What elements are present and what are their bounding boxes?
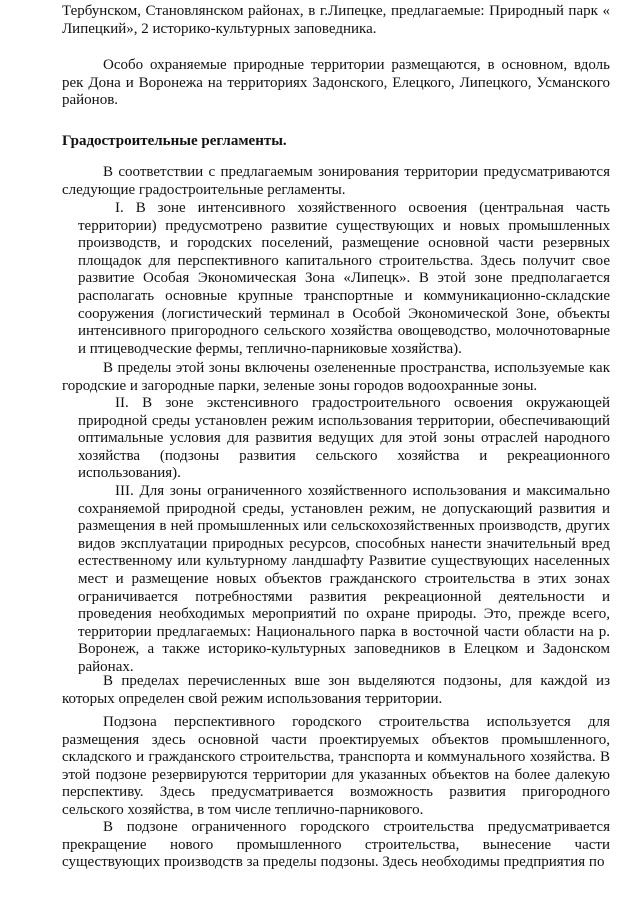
section-heading: Градостроительные регламенты. <box>62 133 287 149</box>
paragraph-subzones: В пределах перечисленных вше зон выделяются подзоны, для каждой из которых определен свой режим использования территории. <box>62 673 610 707</box>
paragraph-green-spaces: В пределы этой зоны включены озелененные пространства, используемые как городские и загородные парки, зеленые зоны городов водоохранные зоны. <box>62 360 610 394</box>
list-item-zone-1: I. В зоне интенсивного хозяйственного освоения (центральная часть территории) предусмотрено развитие существующих и новых промышленных производств, и городских поселений, размещение основной части резервных площадок для перспективного капитального строительства. Здесь получит свое развитие Особая Экономическая Зона «Липецк». В этой зоне предполагается располагать основные крупные транспортные и коммуникационно-складские сооружения (логистический терминал в Особой Экономической Зоне, объекты интенсивного пригородного сельского хозяйства овощеводство, молочнотоварные и птицеводческие фермы, теплично-парниковые хозяйства). <box>78 200 610 357</box>
paragraph-intro-continued: Тербунском, Становлянском районах, в г.Липецке, предлагаемые: Природный парк « Липецкий», 2 историко-культурных заповедника. <box>62 3 610 37</box>
paragraph-regulations-intro: В соответствии с предлагаемым зонирования территории предусматриваются следующие градостроительные регламенты. <box>62 164 610 198</box>
paragraph-urban-construction-subzone: Подзона перспективного городского строительства используется для размещения здесь основной части проектируемых объектов промышленного, складского и гражданского строительства, транспорта и коммунального хозяйства. В этой подзоне резервируются территории для указанных объектов на более далекую перспективу. Здесь предусматривается возможность развития пригородного сельского хозяйства, в том числе теплично-парникового. <box>62 714 610 818</box>
paragraph-protected-territories: Особо охраняемые природные территории размещаются, в основном, вдоль рек Дона и Воронежа на территориях Задонского, Елецкого, Липецкого, Усманского районов. <box>62 57 610 109</box>
paragraph-limited-construction-subzone: В подзоне ограниченного городского строительства предусматривается прекращение нового промышленного строительства, вынесение части существующих производств за пределы подзоны. Здесь необходимы предприятия по <box>62 819 610 871</box>
list-item-zone-3: III. Для зоны ограниченного хозяйственного использования и максимально сохраняемой природной среды, установлен режим, не допускающий развития и размещения в ней промышленных или сельскохозяйственных производств, других видов эксплуатации природных ресурсов, способных нанести значительный вред естественному или культурному ландшафту Развитие существующих населенных мест и размещение новых объектов гражданского строительства в этих зонах ограничивается потребностями развития рекреационной деятельности и проведения необходимых мероприятий по охране природы. Это, прежде всего, территории предлагаемых: Национального парка в восточной части области на р. Воронеж, а также историко-культурных заповедников в Елецком и Задонском районах. <box>78 483 610 675</box>
list-item-zone-2: II. В зоне экстенсивного градостроительного освоения окружающей природной среды установлен режим использования территории, обеспечивающий оптимальные условия для развития ведущих для этой зоны отраслей народного хозяйства (подзоны развития сельского хозяйства и рекреационного использования). <box>78 395 610 482</box>
